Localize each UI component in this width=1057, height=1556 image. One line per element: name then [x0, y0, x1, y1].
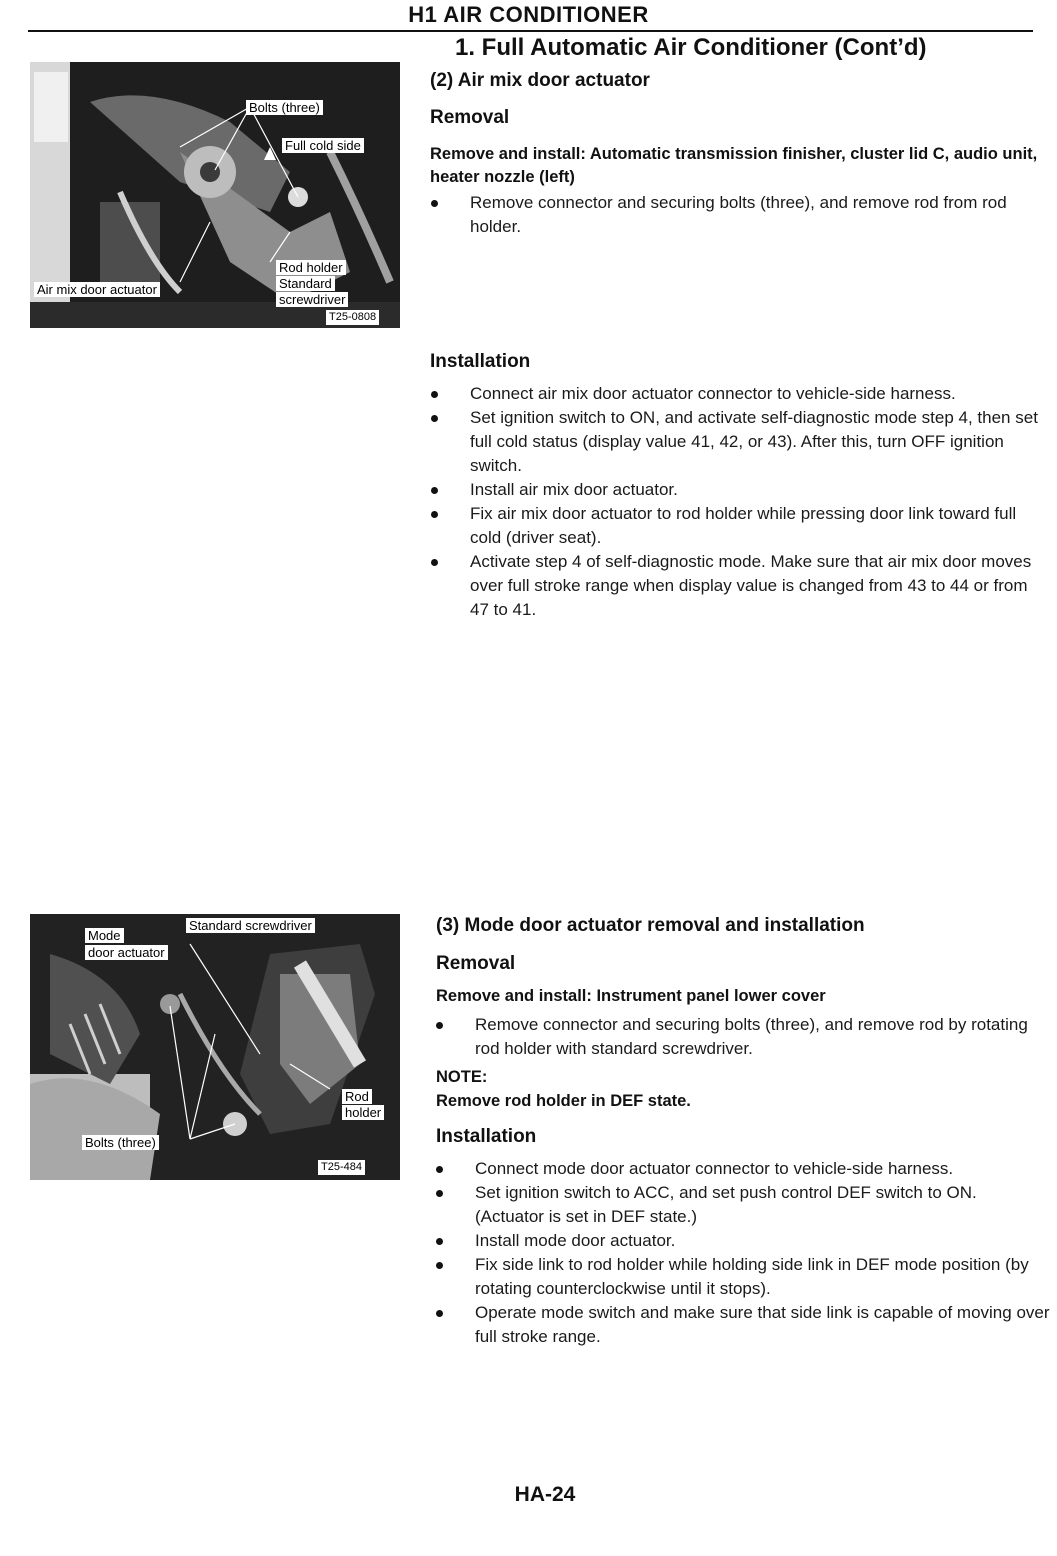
header-rule — [28, 30, 1033, 32]
section-heading-air-mix: (2) Air mix door actuator — [430, 70, 650, 91]
label-standard: Standard — [276, 276, 335, 291]
label-full-cold-side: Full cold side — [282, 138, 364, 153]
label-standard-screwdriver: Standard screwdriver — [186, 918, 315, 933]
section-heading-mode-door: (3) Mode door actuator removal and installation — [436, 915, 865, 936]
list-item: Activate step 4 of self-diagnostic mode. Make sure that air mix door moves over full stroke range when display value is changed from 43 to 44 or from 47 to 41. — [427, 550, 1049, 622]
list-item: Connect mode door actuator connector to vehicle-side harness. — [432, 1157, 1050, 1181]
label-air-mix-door-actuator: Air mix door actuator — [34, 282, 160, 297]
note-text: Remove rod holder in DEF state. — [436, 1092, 691, 1110]
label-bolts-three: Bolts (three) — [246, 100, 323, 115]
removal-instruction: Remove and install: Instrument panel lower cover — [436, 987, 826, 1005]
list-item: Remove connector and securing bolts (three), and remove rod from rod holder. — [427, 191, 1049, 239]
list-item: Set ignition switch to ACC, and set push control DEF switch to ON. (Actuator is set in DEF state.) — [432, 1181, 1050, 1229]
label-mode: Mode — [85, 928, 124, 943]
removal-heading: Removal — [430, 107, 510, 128]
removal-steps — [427, 191, 1049, 239]
page-header-title: H1 AIR CONDITIONER — [408, 2, 649, 27]
list-item: Install mode door actuator. — [432, 1229, 1050, 1253]
label-rod: Rod — [342, 1089, 372, 1104]
label-bolts-three: Bolts (three) — [82, 1135, 159, 1150]
list-item: Set ignition switch to ON, and activate self-diagnostic mode step 4, then set full cold status (display value 41, 42, or 43). After this, turn OFF ignition switch. — [427, 406, 1049, 478]
installation-steps — [432, 1157, 1050, 1349]
section-title: 1. Full Automatic Air Conditioner (Cont’d) — [455, 34, 927, 61]
page-number: HA-24 — [514, 1483, 576, 1506]
label-door-actuator: door actuator — [85, 945, 168, 960]
removal-steps — [432, 1013, 1050, 1061]
list-item: Fix air mix door actuator to rod holder while pressing door link toward full cold (driver seat). — [427, 502, 1049, 550]
list-item: Install air mix door actuator. — [427, 478, 1049, 502]
installation-heading: Installation — [430, 351, 531, 372]
list-item: Operate mode switch and make sure that side link is capable of moving over full stroke range. — [432, 1301, 1050, 1349]
mode-door-actuator-photo — [30, 914, 400, 1180]
label-screwdriver: screwdriver — [276, 292, 348, 307]
installation-steps — [427, 382, 1049, 622]
air-mix-door-actuator-photo — [30, 62, 400, 328]
figure-id: T25-484 — [318, 1160, 365, 1175]
list-item: Fix side link to rod holder while holding side link in DEF mode position (by rotating counterclockwise until it stops). — [432, 1253, 1050, 1301]
removal-heading: Removal — [436, 953, 516, 974]
removal-instruction: Remove and install: Automatic transmission finisher, cluster lid C, audio unit, heater nozzle (left) — [430, 145, 1038, 186]
label-rod-holder: Rod holder — [276, 260, 346, 275]
figure-id: T25-0808 — [326, 310, 379, 325]
label-holder: holder — [342, 1105, 384, 1120]
list-item: Connect air mix door actuator connector to vehicle-side harness. — [427, 382, 1049, 406]
note-label: NOTE: — [436, 1068, 488, 1086]
installation-heading: Installation — [436, 1126, 537, 1147]
list-item: Remove connector and securing bolts (three), and remove rod by rotating rod holder with standard screwdriver. — [432, 1013, 1050, 1061]
